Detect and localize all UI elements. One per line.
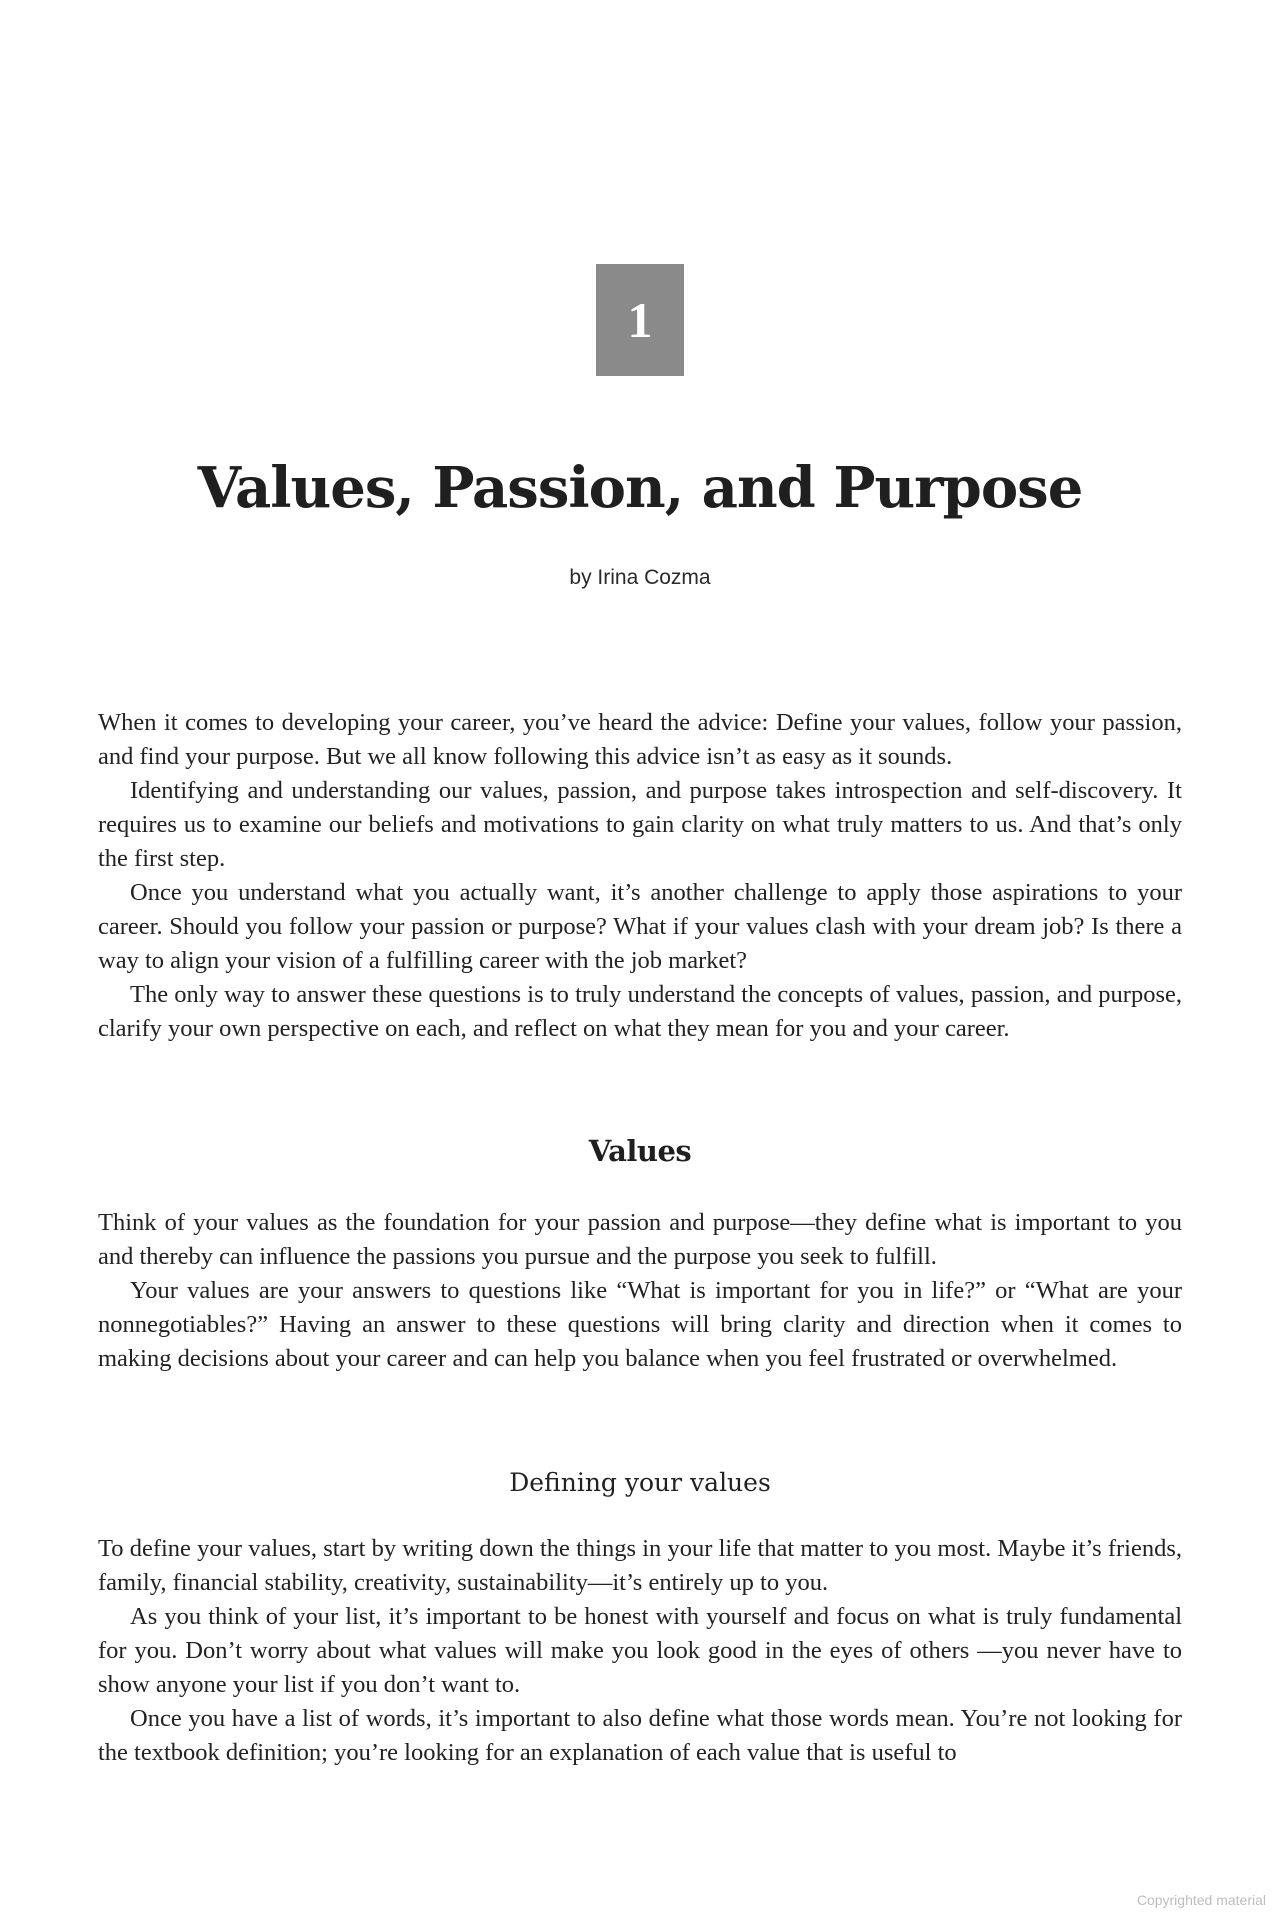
- intro-paragraph-2: Identifying and understanding our values, passion, and purpose takes introspection and self-discovery. It requires us to examine our beliefs and motivations to gain clarity on what truly matters to us. And that’s only the first step.: [98, 777, 1182, 872]
- chapter-number: 1: [627, 292, 653, 348]
- intro-paragraph-1: When it comes to developing your career, you’ve heard the advice: Define your values, follow your passion, and find your purpose. But we all know following this advice isn’t as easy as it sounds.: [98, 709, 1182, 770]
- section-heading-values: Values: [588, 1134, 692, 1168]
- defining-paragraph-3: Once you have a list of words, it’s important to also define what those words mean. You’re not looking for the textbook definition; you’re looking for an explanation of each value that is useful to: [98, 1705, 1182, 1766]
- subsection-heading-defining-values: Defining your values: [509, 1468, 771, 1497]
- defining-paragraph-2: As you think of your list, it’s important to be honest with yourself and focus on what is truly fundamental for you. Don’t worry about what values will make you look good in the eyes of others —you never have to show anyone your list if you don’t want to.: [98, 1603, 1182, 1698]
- defining-values-text: [98, 1532, 1182, 1770]
- intro-paragraph-4: The only way to answer these questions is to truly understand the concepts of values, passion, and purpose, clarify your own perspective on each, and reflect on what they mean for you and your career.: [98, 981, 1182, 1042]
- chapter-byline: by Irina Cozma: [569, 566, 711, 589]
- values-paragraph-1: Think of your values as the foundation for your passion and purpose—they define what is important to you and thereby can influence the passions you pursue and the purpose you seek to fulfill.: [98, 1209, 1182, 1270]
- defining-paragraph-1: To define your values, start by writing down the things in your life that matter to you most. Maybe it’s friends, family, financial stability, creativity, sustainability—it’s entirely up to you.: [98, 1535, 1182, 1596]
- copyright-notice: Copyrighted material: [1136, 1892, 1266, 1908]
- chapter-title: Values, Passion, and Purpose: [197, 455, 1083, 521]
- chapter-number-box: [596, 264, 684, 376]
- intro-text: [98, 706, 1182, 1046]
- values-paragraph-2: Your values are your answers to questions like “What is important for you in life?” or “What are your nonnegotiables?” Having an answer to these questions will bring clarity and direction when it comes to making decisions about your career and can help you balance when you feel frustrated or overwhelmed.: [98, 1277, 1182, 1372]
- values-text: [98, 1206, 1182, 1376]
- intro-paragraph-3: Once you understand what you actually want, it’s another challenge to apply those aspirations to your career. Should you follow your passion or purpose? What if your values clash with your dream job? Is there a way to align your vision of a fulfilling career with the job market?: [98, 879, 1182, 974]
